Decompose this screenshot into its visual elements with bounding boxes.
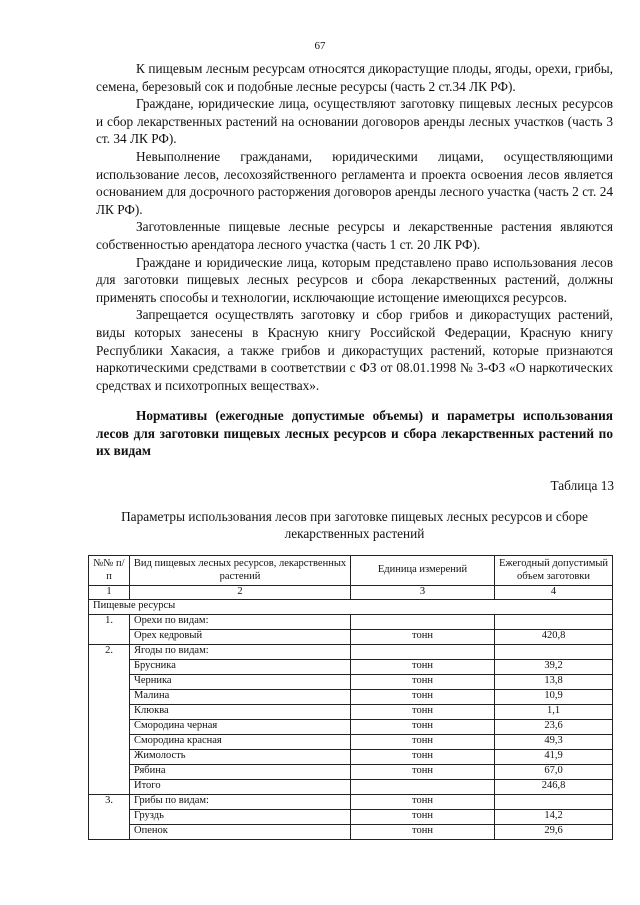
table-row <box>89 764 613 779</box>
column-number: 4 <box>495 586 613 600</box>
unit-cell: тонн <box>351 629 495 644</box>
table-row <box>89 689 613 704</box>
unit-cell: тонн <box>351 674 495 689</box>
table-row <box>89 629 613 644</box>
table-header-row <box>89 556 613 586</box>
group-number: 3. <box>89 794 130 839</box>
table-title: Параметры использования лесов при заготовке пищевых лесных ресурсов и сборе лекарственных растений <box>121 509 588 541</box>
resource-name: Смородина красная <box>130 734 351 749</box>
resource-name: Орех кедровый <box>130 629 351 644</box>
unit-cell: тонн <box>351 794 495 809</box>
table-row <box>89 719 613 734</box>
value-cell: 41,9 <box>495 749 613 764</box>
value-cell: 39,2 <box>495 659 613 674</box>
value-cell: 420,8 <box>495 629 613 644</box>
value-cell <box>495 614 613 629</box>
parameters-table <box>88 555 613 840</box>
column-number: 1 <box>89 586 130 600</box>
total-label: Итого <box>130 779 351 794</box>
group-row <box>89 644 613 659</box>
group-name: Орехи по видам: <box>130 614 351 629</box>
resource-name: Брусника <box>130 659 351 674</box>
table-row <box>89 659 613 674</box>
unit-cell: тонн <box>351 734 495 749</box>
group-name: Ягоды по видам: <box>130 644 351 659</box>
resource-name: Рябина <box>130 764 351 779</box>
group-name: Грибы по видам: <box>130 794 351 809</box>
section-heading: Нормативы (ежегодные допустимые объемы) и параметры использования лесов для заготовки пищевых лесных ресурсов и сбора лекарственных растений по их видам <box>96 408 613 459</box>
unit-cell: тонн <box>351 749 495 764</box>
resource-name: Клюква <box>130 704 351 719</box>
table-row <box>89 704 613 719</box>
header-number: №№ п/п <box>89 556 130 586</box>
resource-name: Жимолость <box>130 749 351 764</box>
group-row <box>89 794 613 809</box>
value-cell: 1,1 <box>495 704 613 719</box>
total-row <box>89 779 613 794</box>
column-number: 2 <box>130 586 351 600</box>
paragraph: К пищевым лесным ресурсам относятся дикорастущие плоды, ягоды, орехи, грибы, семена, березовый сок и подобные лесные ресурсы (часть 2 ст.34 ЛК РФ). <box>96 61 613 94</box>
paragraph: Заготовленные пищевые лесные ресурсы и лекарственные растения являются собственностью арендатора лесного участка (часть 1 ст. 20 ЛК РФ). <box>96 219 613 252</box>
column-number: 3 <box>351 586 495 600</box>
value-cell: 13,8 <box>495 674 613 689</box>
resource-name: Груздь <box>130 809 351 824</box>
paragraph: Невыполнение гражданами, юридическими лицами, осуществляющими использование лесов, лесохозяйственного регламента и проекта освоения лесов является основанием для досрочного расторжения договоров аренды лесного участка (часть 2 ст. 24 ЛК РФ). <box>96 148 613 217</box>
value-cell: 29,6 <box>495 824 613 839</box>
value-cell: 49,3 <box>495 734 613 749</box>
value-cell: 67,0 <box>495 764 613 779</box>
unit-cell: тонн <box>351 809 495 824</box>
group-row <box>89 614 613 629</box>
value-cell: 10,9 <box>495 689 613 704</box>
paragraph: Запрещается осуществлять заготовку и сбор грибов и дикорастущих растений, виды которых занесены в Красную книгу Российской Федерации, Красную книгу Республики Хакасия, а также грибов и дикорастущих растений, которые признаются наркотическими средствами в соответствии с ФЗ от 08.01.1998 № 3-ФЗ «О наркотических средствах и психотропных веществах». <box>96 307 613 393</box>
table-row <box>89 809 613 824</box>
value-cell <box>495 644 613 659</box>
table-row <box>89 824 613 839</box>
unit-cell: тонн <box>351 764 495 779</box>
header-annual-volume: Ежегодный допустимый объем заготовки <box>495 556 613 586</box>
resource-name: Опенок <box>130 824 351 839</box>
table-row <box>89 734 613 749</box>
column-numbers-row <box>89 586 613 600</box>
resource-name: Черника <box>130 674 351 689</box>
unit-cell <box>351 644 495 659</box>
header-unit: Единица измерений <box>351 556 495 586</box>
page-number: 67 <box>314 40 326 52</box>
unit-cell: тонн <box>351 704 495 719</box>
section-row <box>89 599 613 614</box>
table-row <box>89 674 613 689</box>
paragraph: Граждане, юридические лица, осуществляют заготовку пищевых лесных ресурсов и сбор лекарственных растений на основании договоров аренды лесных участков (часть 3 ст. 34 ЛК РФ). <box>96 96 613 147</box>
header-resource-type: Вид пищевых лесных ресурсов, лекарственных растений <box>130 556 351 586</box>
value-cell: 23,6 <box>495 719 613 734</box>
paragraph: Граждане и юридические лица, которым представлено право использования лесов для заготовки пищевых лесных ресурсов и сбора лекарственных растений, должны применять способы и технологии, исключающие истощение имеющихся ресурсов. <box>96 254 613 305</box>
unit-cell <box>351 614 495 629</box>
unit-cell: тонн <box>351 689 495 704</box>
unit-cell: тонн <box>351 824 495 839</box>
resource-name: Малина <box>130 689 351 704</box>
section-label: Пищевые ресурсы <box>89 599 613 614</box>
value-cell <box>495 794 613 809</box>
unit-cell: тонн <box>351 659 495 674</box>
body-text <box>96 60 613 394</box>
unit-cell <box>351 779 495 794</box>
total-value: 246,8 <box>495 779 613 794</box>
resource-name: Смородина черная <box>130 719 351 734</box>
table-label: Таблица 13 <box>550 478 614 493</box>
group-number: 1. <box>89 614 130 644</box>
value-cell: 14,2 <box>495 809 613 824</box>
unit-cell: тонн <box>351 719 495 734</box>
table-row <box>89 749 613 764</box>
group-number: 2. <box>89 644 130 794</box>
